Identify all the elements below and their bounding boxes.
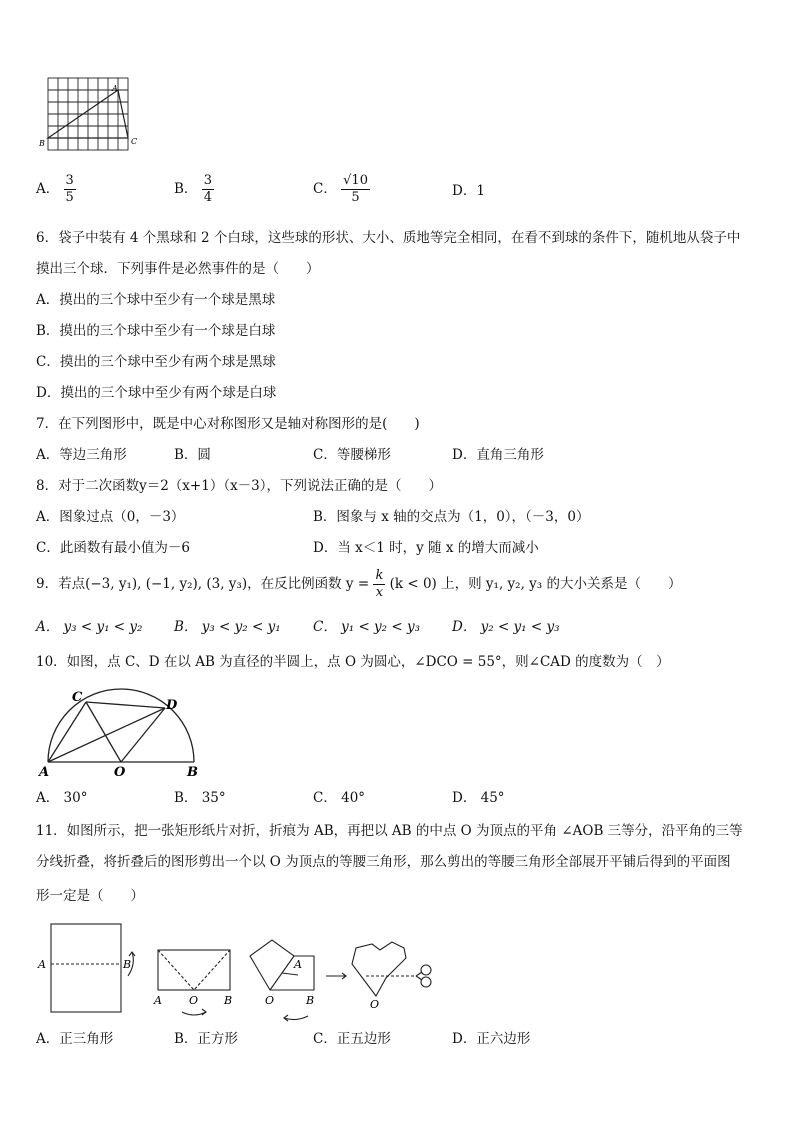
q8-option-a[interactable]: A．图象过点（0，－3） — [36, 509, 185, 525]
q11-step2-label-a: A — [154, 994, 162, 1007]
q5-option-a[interactable] — [36, 173, 76, 206]
q5-option-b-fraction — [202, 173, 214, 206]
q5-option-b[interactable] — [174, 173, 214, 206]
q8-option-c[interactable]: C．此函数有最小值为－6 — [36, 540, 190, 556]
q5-option-c-letter: C． — [313, 181, 337, 197]
q11-step3-label-a: A — [294, 958, 302, 971]
q6-option-b[interactable]: B．摸出的三个球中至少有一个球是白球 — [36, 323, 276, 339]
q9-option-b[interactable]: B． y₃ < y₂ < y₁ — [174, 619, 281, 635]
q9-stem-pre: 9．若点(−3, y₁), (−1, y₂), (3, y₃)，在反比例函数 y = — [36, 576, 370, 592]
q7-stem: 7．在下列图形中，既是中心对称图形又是轴对称图形的是( ) — [36, 416, 420, 432]
q8-option-b[interactable]: B．图象与 x 轴的交点为（1，0），（－3，0） — [313, 509, 590, 525]
q9-frac-den: x — [375, 585, 384, 600]
q11-step4-label-o: O — [370, 998, 380, 1011]
q6-option-c[interactable]: C．摸出的三个球中至少有两个球是黑球 — [36, 354, 276, 370]
q11-folding-figure — [36, 918, 446, 1022]
q5-label-a: A — [112, 84, 118, 93]
q5-option-d-letter: D． — [452, 183, 477, 199]
q9-option-d[interactable]: D． y₂ < y₁ < y₃ — [452, 619, 560, 635]
q8-stem: 8．对于二次函数y＝2（x+1）（x－3），下列说法正确的是（ ） — [36, 478, 443, 494]
q10-option-b[interactable]: B． 35° — [174, 790, 226, 806]
q10-semicircle-figure — [36, 686, 211, 780]
q7-option-b[interactable]: B．圆 — [174, 447, 211, 463]
q7-option-c[interactable]: C．等腰梯形 — [313, 447, 391, 463]
q5-option-d[interactable] — [452, 182, 485, 200]
q11-option-a[interactable]: A．正三角形 — [36, 1031, 114, 1047]
q9-stem-post: (k < 0) 上，则 y₁, y₂, y₃ 的大小关系是（ ） — [389, 576, 682, 592]
q5-label-b: B — [39, 139, 45, 148]
q8-option-d[interactable]: D．当 x＜1 时，y 随 x 的增大而减小 — [313, 540, 539, 556]
q9-stem-fraction — [373, 568, 385, 601]
q5-option-c-den: 5 — [351, 190, 360, 205]
q9-option-c[interactable]: C． y₁ < y₂ < y₃ — [313, 619, 421, 635]
q10-option-d[interactable]: D． 45° — [452, 790, 505, 806]
q5-option-a-letter: A． — [36, 181, 60, 197]
q5-option-b-num: 3 — [203, 173, 212, 188]
q11-step2-label-o: O — [189, 994, 199, 1007]
q11-step1-label-a: A — [38, 958, 46, 971]
q6-stem-line2: 摸出三个球．下列事件是必然事件的是（ ） — [36, 261, 320, 277]
q5-grid-figure — [36, 74, 146, 158]
q10-label-c: C — [72, 690, 83, 705]
q10-label-o: O — [114, 765, 126, 780]
q10-label-d: D — [166, 698, 178, 713]
q7-option-a[interactable]: A．等边三角形 — [36, 447, 127, 463]
q11-stem-line2: 分线折叠，将折叠后的图形剪出一个以 O 为顶点的等腰三角形，那么剪出的等腰三角形全部展开平铺后得到的平面图 — [36, 854, 731, 870]
q5-option-c-fraction — [341, 173, 370, 206]
q5-option-b-den: 4 — [203, 190, 212, 205]
q11-step1-label-b: B — [123, 958, 132, 971]
q10-label-a: A — [39, 765, 50, 780]
q11-step2-label-b: B — [224, 994, 233, 1007]
q5-option-a-num: 3 — [65, 173, 74, 188]
q11-option-c[interactable]: C．正五边形 — [313, 1031, 391, 1047]
q9-stem — [36, 566, 681, 602]
q6-option-a[interactable]: A．摸出的三个球中至少有一个球是黑球 — [36, 292, 276, 308]
q10-option-a[interactable]: A． 30° — [36, 790, 88, 806]
q6-stem-line1: 6．袋子中装有 4 个黑球和 2 个白球，这些球的形状、大小、质地等完全相同，在看不到球的条件下，随机地从袋子中 — [36, 230, 741, 246]
q11-option-d[interactable]: D．正六边形 — [452, 1031, 531, 1047]
q9-option-a[interactable]: A． y₃ < y₁ < y₂ — [36, 619, 143, 635]
q5-option-a-fraction — [64, 173, 76, 206]
q10-stem: 10．如图，点 C、D 在以 AB 为直径的半圆上，点 O 为圆心，∠DCO = 55°，则∠CAD 的度数为（ ） — [36, 654, 670, 670]
q5-option-c[interactable] — [313, 173, 370, 206]
q11-step3-label-b: B — [306, 994, 315, 1007]
q7-option-d[interactable]: D．直角三角形 — [452, 447, 544, 463]
q11-step3-label-o: O — [265, 994, 275, 1007]
q10-option-c[interactable]: C． 40° — [313, 790, 366, 806]
q6-option-d[interactable]: D．摸出的三个球中至少有两个球是白球 — [36, 385, 277, 401]
q5-label-c: C — [131, 137, 138, 146]
q5-option-c-num: √10 — [343, 173, 368, 188]
q5-option-d-text: 1 — [476, 183, 485, 199]
q5-option-a-den: 5 — [65, 190, 74, 205]
q10-label-b: B — [187, 765, 198, 780]
q9-frac-num: k — [375, 568, 384, 583]
q11-option-b[interactable]: B．正方形 — [174, 1031, 238, 1047]
q11-stem-line3: 形一定是（ ） — [36, 888, 144, 904]
q5-option-b-letter: B． — [174, 181, 198, 197]
q11-stem-line1: 11．如图所示，把一张矩形纸片对折，折痕为 AB，再把以 AB 的中点 O 为顶点的平角 ∠AOB 三等分，沿平角的三等 — [36, 823, 743, 839]
